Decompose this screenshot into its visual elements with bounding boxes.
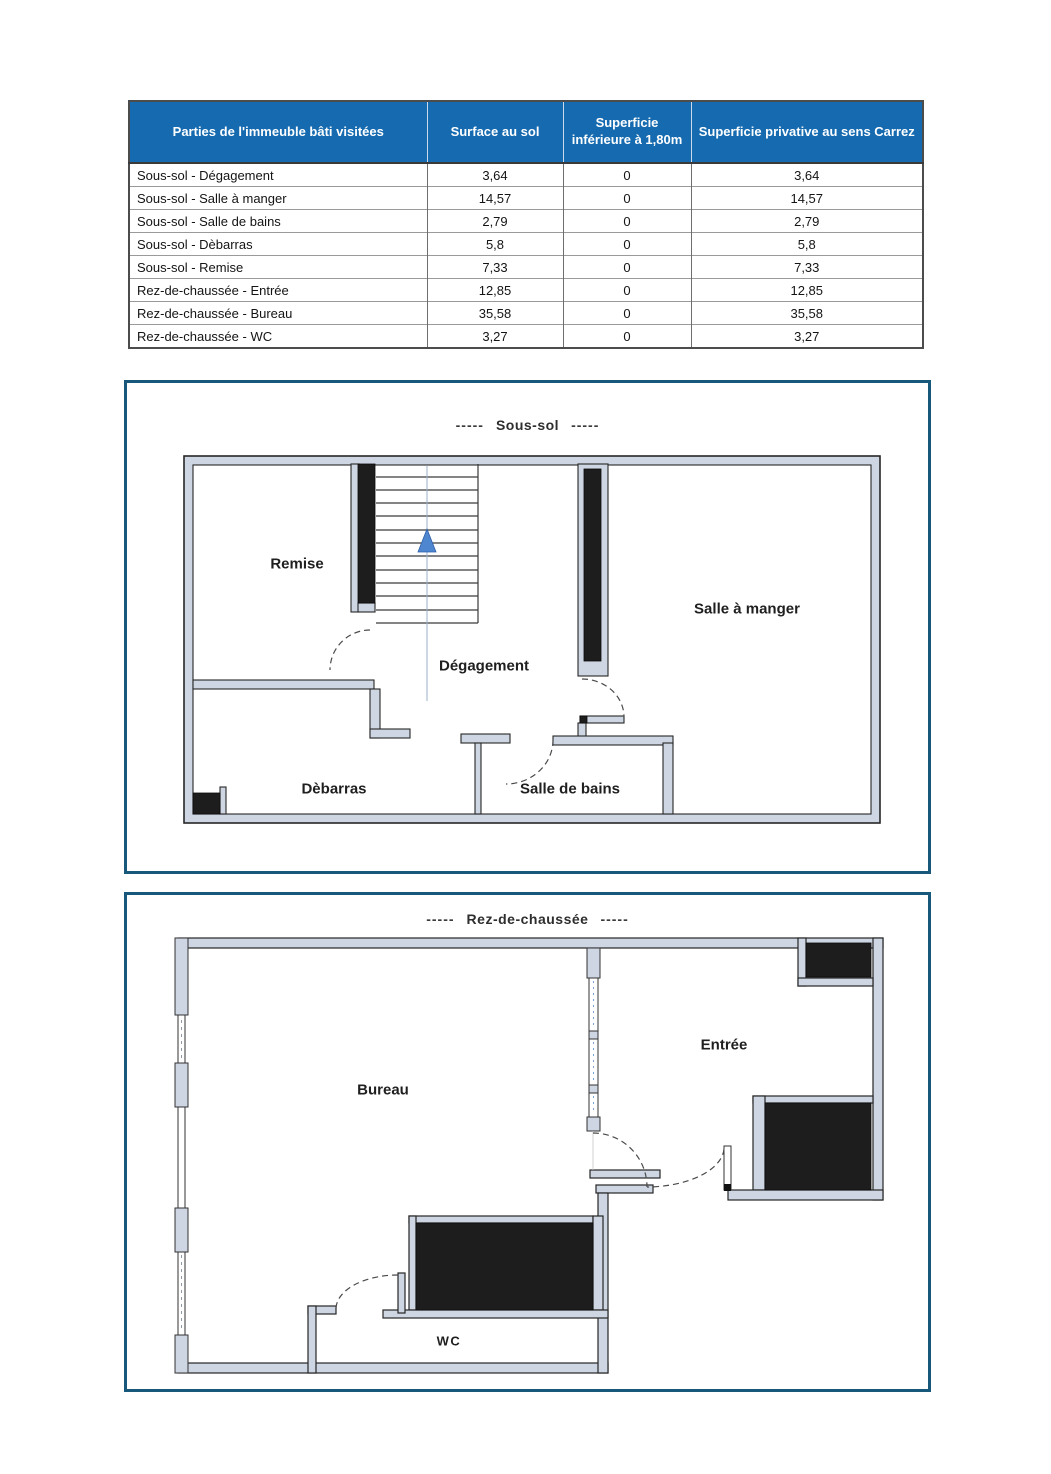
room-label-degagement: Dégagement [438, 657, 530, 675]
table-row [129, 187, 923, 210]
cell-below180: 0 [563, 325, 691, 349]
title-dashes: ----- [455, 417, 484, 433]
table-row [129, 302, 923, 325]
table-row [129, 210, 923, 233]
cell-below180: 0 [563, 163, 691, 187]
cell-part: Sous-sol - Dèbarras [129, 233, 427, 256]
room-label-salle-a-manger: Salle à manger [694, 600, 800, 618]
cell-part: Sous-sol - Remise [129, 256, 427, 279]
room-label-bureau: Bureau [357, 1081, 409, 1099]
room-label-entree: Entrée [700, 1036, 748, 1054]
cell-carrez: 2,79 [691, 210, 923, 233]
title-dashes: ----- [426, 911, 455, 927]
cell-below180: 0 [563, 256, 691, 279]
cell-below180: 0 [563, 302, 691, 325]
col-header-below180: Superficie inférieure à 1,80m [563, 101, 691, 163]
cell-carrez: 35,58 [691, 302, 923, 325]
plan-title-text: Rez-de-chaussée [466, 911, 589, 927]
cell-part: Rez-de-chaussée - Bureau [129, 302, 427, 325]
cell-carrez: 3,64 [691, 163, 923, 187]
cell-surface: 3,27 [427, 325, 563, 349]
rdc-plan-drawing [127, 895, 928, 1389]
cell-surface: 35,58 [427, 302, 563, 325]
title-dashes: ----- [600, 911, 629, 927]
cell-carrez: 12,85 [691, 279, 923, 302]
cell-surface: 12,85 [427, 279, 563, 302]
cell-carrez: 7,33 [691, 256, 923, 279]
cell-part: Rez-de-chaussée - Entrée [129, 279, 427, 302]
cell-part: Sous-sol - Salle de bains [129, 210, 427, 233]
table-row [129, 325, 923, 349]
bureau-entree-partition [587, 948, 600, 1131]
cell-surface: 2,79 [427, 210, 563, 233]
table-row [129, 256, 923, 279]
room-label-debarras: Dèbarras [301, 780, 367, 798]
plan-title-text: Sous-sol [495, 417, 560, 433]
outer-walls [184, 456, 880, 823]
sous-sol-floorplan-figure [124, 380, 931, 874]
cell-part: Rez-de-chaussée - WC [129, 325, 427, 349]
cell-below180: 0 [563, 210, 691, 233]
cell-surface: 3,64 [427, 163, 563, 187]
room-label-remise: Remise [270, 555, 324, 573]
cell-part: Sous-sol - Dégagement [129, 163, 427, 187]
cell-below180: 0 [563, 279, 691, 302]
cell-surface: 14,57 [427, 187, 563, 210]
table-header-row [129, 101, 923, 163]
sous-sol-plan-drawing [127, 383, 928, 871]
table-row [129, 233, 923, 256]
room-label-wc: WC [436, 1333, 462, 1349]
col-header-surface: Surface au sol [427, 101, 563, 163]
cell-part: Sous-sol - Salle à manger [129, 187, 427, 210]
col-header-carrez: Superficie privative au sens Carrez [691, 101, 923, 163]
room-label-salle-de-bains: Salle de bains [519, 780, 621, 798]
cell-carrez: 5,8 [691, 233, 923, 256]
cell-below180: 0 [563, 233, 691, 256]
col-header-parties: Parties de l'immeuble bâti visitées [129, 101, 427, 163]
carrez-surface-table [128, 100, 924, 349]
cell-below180: 0 [563, 187, 691, 210]
table-row [129, 279, 923, 302]
black-wall-fills [416, 943, 871, 1310]
table-row [129, 163, 923, 187]
left-window-wall [175, 938, 188, 1373]
cell-surface: 7,33 [427, 256, 563, 279]
rez-de-chaussee-floorplan-figure [124, 892, 931, 1392]
cell-carrez: 3,27 [691, 325, 923, 349]
entree-door-jamb [724, 1146, 731, 1191]
cell-carrez: 14,57 [691, 187, 923, 210]
cell-surface: 5,8 [427, 233, 563, 256]
title-dashes: ----- [571, 417, 600, 433]
